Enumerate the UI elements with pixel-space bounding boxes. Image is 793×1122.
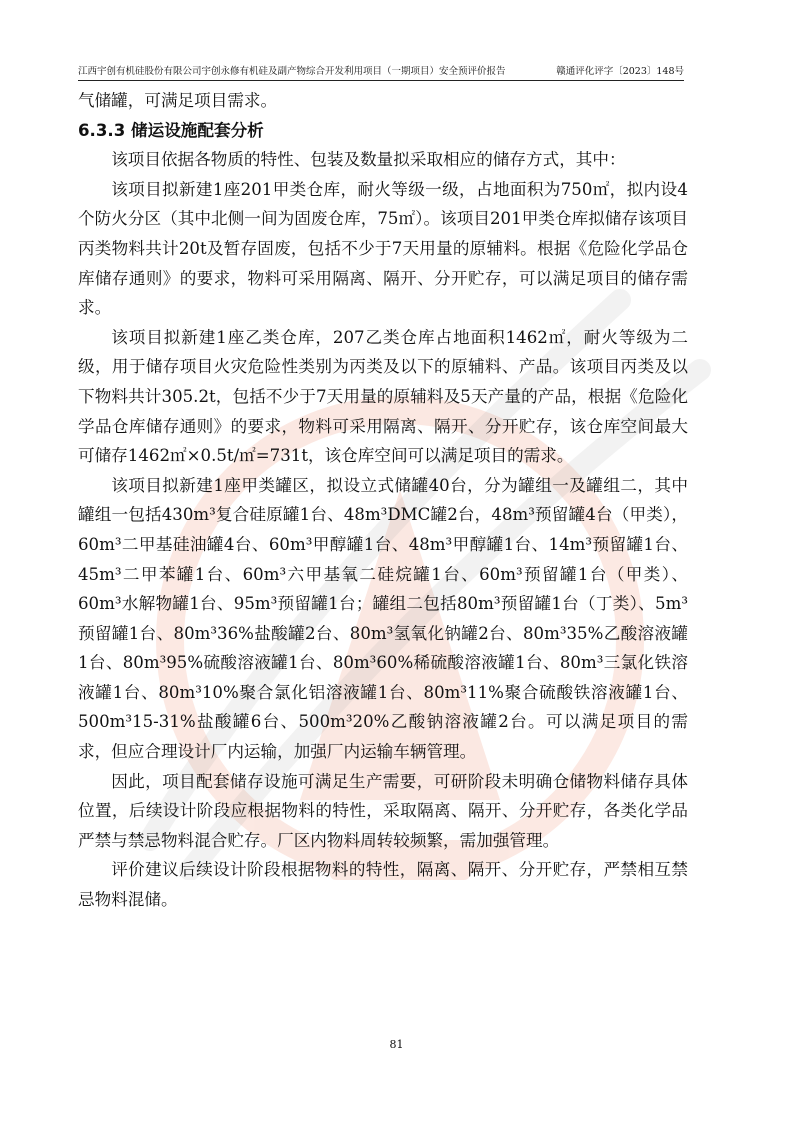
paragraph-class-b-warehouse: 该项目拟新建1座乙类仓库，207乙类仓库占地面积1462㎡，耐火等级为二级，用于储存项目火灾危险性类别为丙类及以下的原辅料、产品。该项目丙类及以下物料共计305.2t，包括不少于7天用量的原辅料及5天产量的产品，根据《危险化学品仓库储存通则》的要求，物料可采用隔离、隔开、分开贮存，该仓库空间最大可储存1462㎡×0.5t/㎡=731t，该仓库空间可以满足项目的需求。 bbox=[78, 327, 688, 466]
paragraph-recommendation: 评价建议后续设计阶段根据物料的特性，隔离、隔开、分开贮存，严禁相互禁忌物料混储。 bbox=[78, 860, 688, 910]
header-report-number: 赣通评化评字〔2023〕148号 bbox=[556, 66, 684, 77]
page-header bbox=[78, 64, 684, 81]
paragraph-conclusion: 因此，项目配套储存设施可满足生产需要，可研阶段未明确仓储物料储存具体位置，后续设计阶段应根据物料的特性，采取隔离、隔开、分开贮存，各类化学品严禁与禁忌物料混合贮存。厂区内物料周转较频繁，需加强管理。 bbox=[78, 771, 688, 850]
paragraph-intro: 该项目依据各物质的特性、包装及数量拟采取相应的储存方式，其中： bbox=[111, 150, 626, 170]
section-heading: 6.3.3 储运设施配套分析 bbox=[78, 120, 264, 140]
paragraph-tank-farm: 该项目拟新建1座甲类罐区，拟设立式储罐40台，分为罐组一及罐组二，其中罐组一包括430m³复合硅原罐1台、48m³DMC罐2台，48m³预留罐4台（甲类），60m³二甲基硅油罐4台、60m³甲醇罐1台、48m³甲醇罐1台、14m³预留罐1台、45m³二甲苯罐1台、60m³六甲基氧二硅烷罐1台、60m³预留罐1台（甲类）、60m³水解物罐1台、95m³预留罐1台；罐组二包括80m³预留罐1台（丁类）、5m³预留罐1台、80m³36%盐酸罐2台、80m³氢氧化钠罐2台、80m³35%乙酸溶液罐1台、80m³95%硫酸溶液罐1台、80m³60%稀硫酸溶液罐1台、80m³三氯化铁溶液罐1台、80m³10%聚合氯化铝溶液罐1台、80m³11%聚合硫酸铁溶液罐1台、500m³15-31%盐酸罐6台、500m³20%乙酸钠溶液罐2台。可以满足项目的需求，但应合理设计厂内运输，加强厂内运输车辆管理。 bbox=[78, 475, 688, 762]
document-body bbox=[78, 86, 688, 915]
paragraph-class-a-warehouse: 该项目拟新建1座201甲类仓库，耐火等级一级，占地面积为750㎡，拟内设4个防火分区（其中北侧一间为固废仓库，75㎡）。该项目201甲类仓库拟储存该项目丙类物料共计20t及暂存固废，包括不少于7天用量的原辅料。根据《危险化学品仓库储存通则》的要求，物料可采用隔离、隔开、分开贮存，可以满足项目的储存需求。 bbox=[78, 179, 688, 318]
paragraph-continued: 气储罐，可满足项目需求。 bbox=[78, 91, 278, 110]
header-report-title: 江西宇创有机硅股份有限公司宇创永修有机硅及副产物综合开发利用项目（一期项目）安全预评价报告 bbox=[78, 66, 506, 77]
page-number: 81 bbox=[389, 1038, 404, 1051]
